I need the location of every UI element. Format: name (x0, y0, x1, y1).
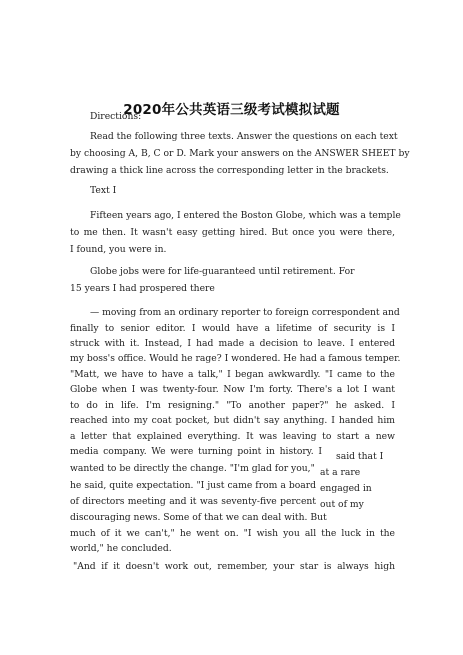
page-title: 2020年公共英语三级考试模拟试题 (123, 102, 340, 118)
text-fragment: at a rare (320, 467, 361, 478)
section-heading: Text I (90, 185, 117, 196)
text-line: — moving from an ordinary reporter to foreign correspondent and (90, 307, 400, 318)
text-fragment: said that I (336, 451, 384, 462)
text-line: discouraging news. Some of that we can deal with. But (70, 512, 327, 523)
text-line: Globe when I was twenty-four. Now I'm forty. There's a lot I want (70, 384, 395, 395)
text-line: 15 years I had prospered there (70, 283, 215, 294)
text-line: drawing a thick line across the corresponding letter in the brackets. (70, 165, 389, 176)
text-line: I found, you were in. (70, 244, 167, 255)
text-line: to do in life. I'm resigning." "To another paper?" he asked. I (70, 400, 395, 411)
text-line: to me then. It wasn't easy getting hired. But once you were there, (70, 227, 395, 238)
text-line: Fifteen years ago, I entered the Boston Globe, which was a temple (90, 210, 401, 221)
text-line: media company. We were turning point in history. I (70, 446, 322, 457)
text-line: he said, quite expectation. "I just came from a board (70, 480, 316, 491)
text-line: much of it we can't," he went on. "I wish you all the luck in the (70, 528, 395, 539)
directions-heading: Directions: (90, 111, 142, 122)
text-line: world," he concluded. (70, 543, 172, 554)
text-line: "And if it doesn't work out, remember, your star is always high (73, 561, 395, 572)
text-line: "Matt, we have to have a talk," I began awkwardly. "I came to the (70, 369, 395, 380)
text-line: wanted to be directly the change. "I'm glad for you," (70, 463, 315, 474)
text-fragment: engaged in (320, 483, 372, 494)
text-fragment: out of my (320, 499, 364, 510)
text-line: Globe jobs were for life-guaranteed until retirement. For (90, 266, 355, 277)
text-line: Read the following three texts. Answer the questions on each text (90, 131, 398, 142)
text-line: finally to senior editor. I would have a lifetime of security is I (70, 323, 395, 334)
text-line: a letter that explained everything. It was leaving to start a new (70, 431, 395, 442)
text-line: of directors meeting and it was seventy-five percent (70, 496, 316, 507)
text-line: my boss's office. Would he rage? I wondered. He had a famous temper. (70, 353, 401, 364)
text-line: reached into my coat pocket, but didn't say anything. I handed him (70, 415, 395, 426)
text-line: struck with it. Instead, I had made a decision to leave. I entered (70, 338, 395, 349)
text-line: by choosing A, B, C or D. Mark your answers on the ANSWER SHEET by (70, 148, 410, 159)
